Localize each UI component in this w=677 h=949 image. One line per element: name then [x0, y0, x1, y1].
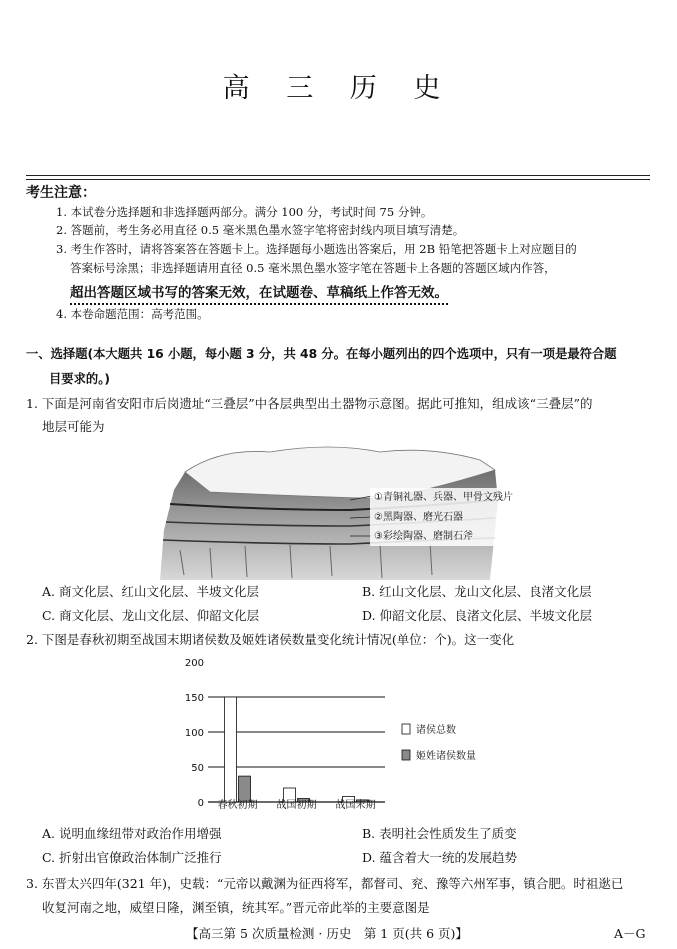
q2-option-d: D. 蕴含着大一统的发展趋势: [362, 850, 518, 865]
q1-option-b: B. 红山文化层、龙山文化层、良渚文化层: [362, 584, 592, 599]
q2-option-a: A. 说明血缘纽带对政治作用增强: [42, 826, 222, 841]
footer-version: A－G: [614, 926, 646, 941]
question-3-stem-cont: 收复河南之地，威望日隆，渊至镇，统其军。”晋元帝此举的主要意图是: [42, 900, 430, 915]
x-tick-label-1: 春秋初期: [217, 800, 258, 811]
notice-warning: 超出答题区域书写的答案无效，在试题卷、草稿纸上作答无效。: [70, 285, 448, 301]
bar-total-1: [225, 697, 237, 802]
q1-option-c: C. 商文化层、龙山文化层、仰韶文化层: [42, 608, 260, 623]
section-heading-cont: 目要求的。): [49, 372, 110, 386]
y-tick-label-50: 50: [191, 763, 204, 774]
layer-label-2: ②黑陶器、磨光石器: [374, 512, 463, 523]
q1-option-d: D. 仰韶文化层、良渚文化层、半坡文化层: [362, 608, 593, 623]
section-heading: 一、选择题(本大题共 16 小题，每小题 3 分，共 48 分。在每小题列出的四个选项中，只有一项是最符合题: [26, 347, 617, 361]
y-tick-label-0: 0: [197, 798, 204, 809]
bar-ji-1: [239, 776, 251, 802]
question-2-stem: 2. 下图是春秋初期至战国末期诸侯数及姬姓诸侯数量变化统计情况(单位：个)。这一变化: [26, 632, 515, 647]
y-tick-label-200: 200: [184, 658, 204, 669]
q2-bar-chart: [170, 652, 510, 822]
x-tick-label-2: 战国初期: [276, 800, 317, 811]
legend-swatch-2: [402, 750, 410, 760]
legend-label-2: 姬姓诸侯数量: [416, 751, 476, 762]
footer-page-info: 【高三第 5 次质量检测 · 历史 第 1 页(共 6 页)】: [186, 926, 468, 941]
question-1-stem-cont: 地层可能为: [42, 419, 105, 434]
question-1-stem: 1. 下面是河南省安阳市后岗遗址“三叠层”中各层典型出土器物示意图。据此可推知，组成该“三叠层”的: [26, 396, 593, 411]
layer-label-1: ①青铜礼器、兵器、甲骨文残片: [374, 492, 513, 503]
y-tick-label-100: 100: [184, 728, 204, 739]
y-tick-label-150: 150: [184, 693, 204, 704]
header-rule-thin: [26, 179, 650, 180]
notice-item-1: 1. 本试卷分选择题和非选择题两部分。满分 100 分，考试时间 75 分钟。: [56, 205, 433, 219]
q2-option-c: C. 折射出官僚政治体制广泛推行: [42, 850, 222, 865]
x-tick-label-3: 战国末期: [335, 800, 376, 811]
notice-item-4: 4. 本卷命题范围：高考范围。: [56, 307, 209, 321]
stratigraphy-figure: [150, 440, 525, 580]
legend-label-1: 诸侯总数: [416, 725, 456, 736]
notice-item-3-cont: 答案标号涂黑；非选择题请用直径 0.5 毫米黑色墨水签字笔在答题卡上各题的答题区域内作答，: [70, 261, 556, 275]
layer-label-3: ③彩绘陶器、磨制石斧: [374, 531, 473, 542]
q2-option-b: B. 表明社会性质发生了质变: [362, 826, 517, 841]
question-3-stem: 3. 东晋太兴四年(321 年)，史载：“元帝以戴渊为征西将军，都督司、兖、豫等六州军事，镇合肥。时祖逖已: [26, 876, 624, 891]
header-rule: [26, 175, 650, 176]
notice-heading: 考生注意：: [26, 185, 96, 201]
page-title: 高 三 历 史: [222, 73, 455, 104]
q1-option-a: A. 商文化层、红山文化层、半坡文化层: [42, 584, 259, 599]
notice-item-2: 2. 答题前，考生务必用直径 0.5 毫米黑色墨水签字笔将密封线内项目填写清楚。: [56, 223, 465, 237]
notice-item-3: 3. 考生作答时，请将答案答在答题卡上。选择题每小题选出答案后，用 2B 铅笔把答题卡上对应题目的: [56, 242, 577, 256]
legend-swatch-1: [402, 724, 410, 734]
